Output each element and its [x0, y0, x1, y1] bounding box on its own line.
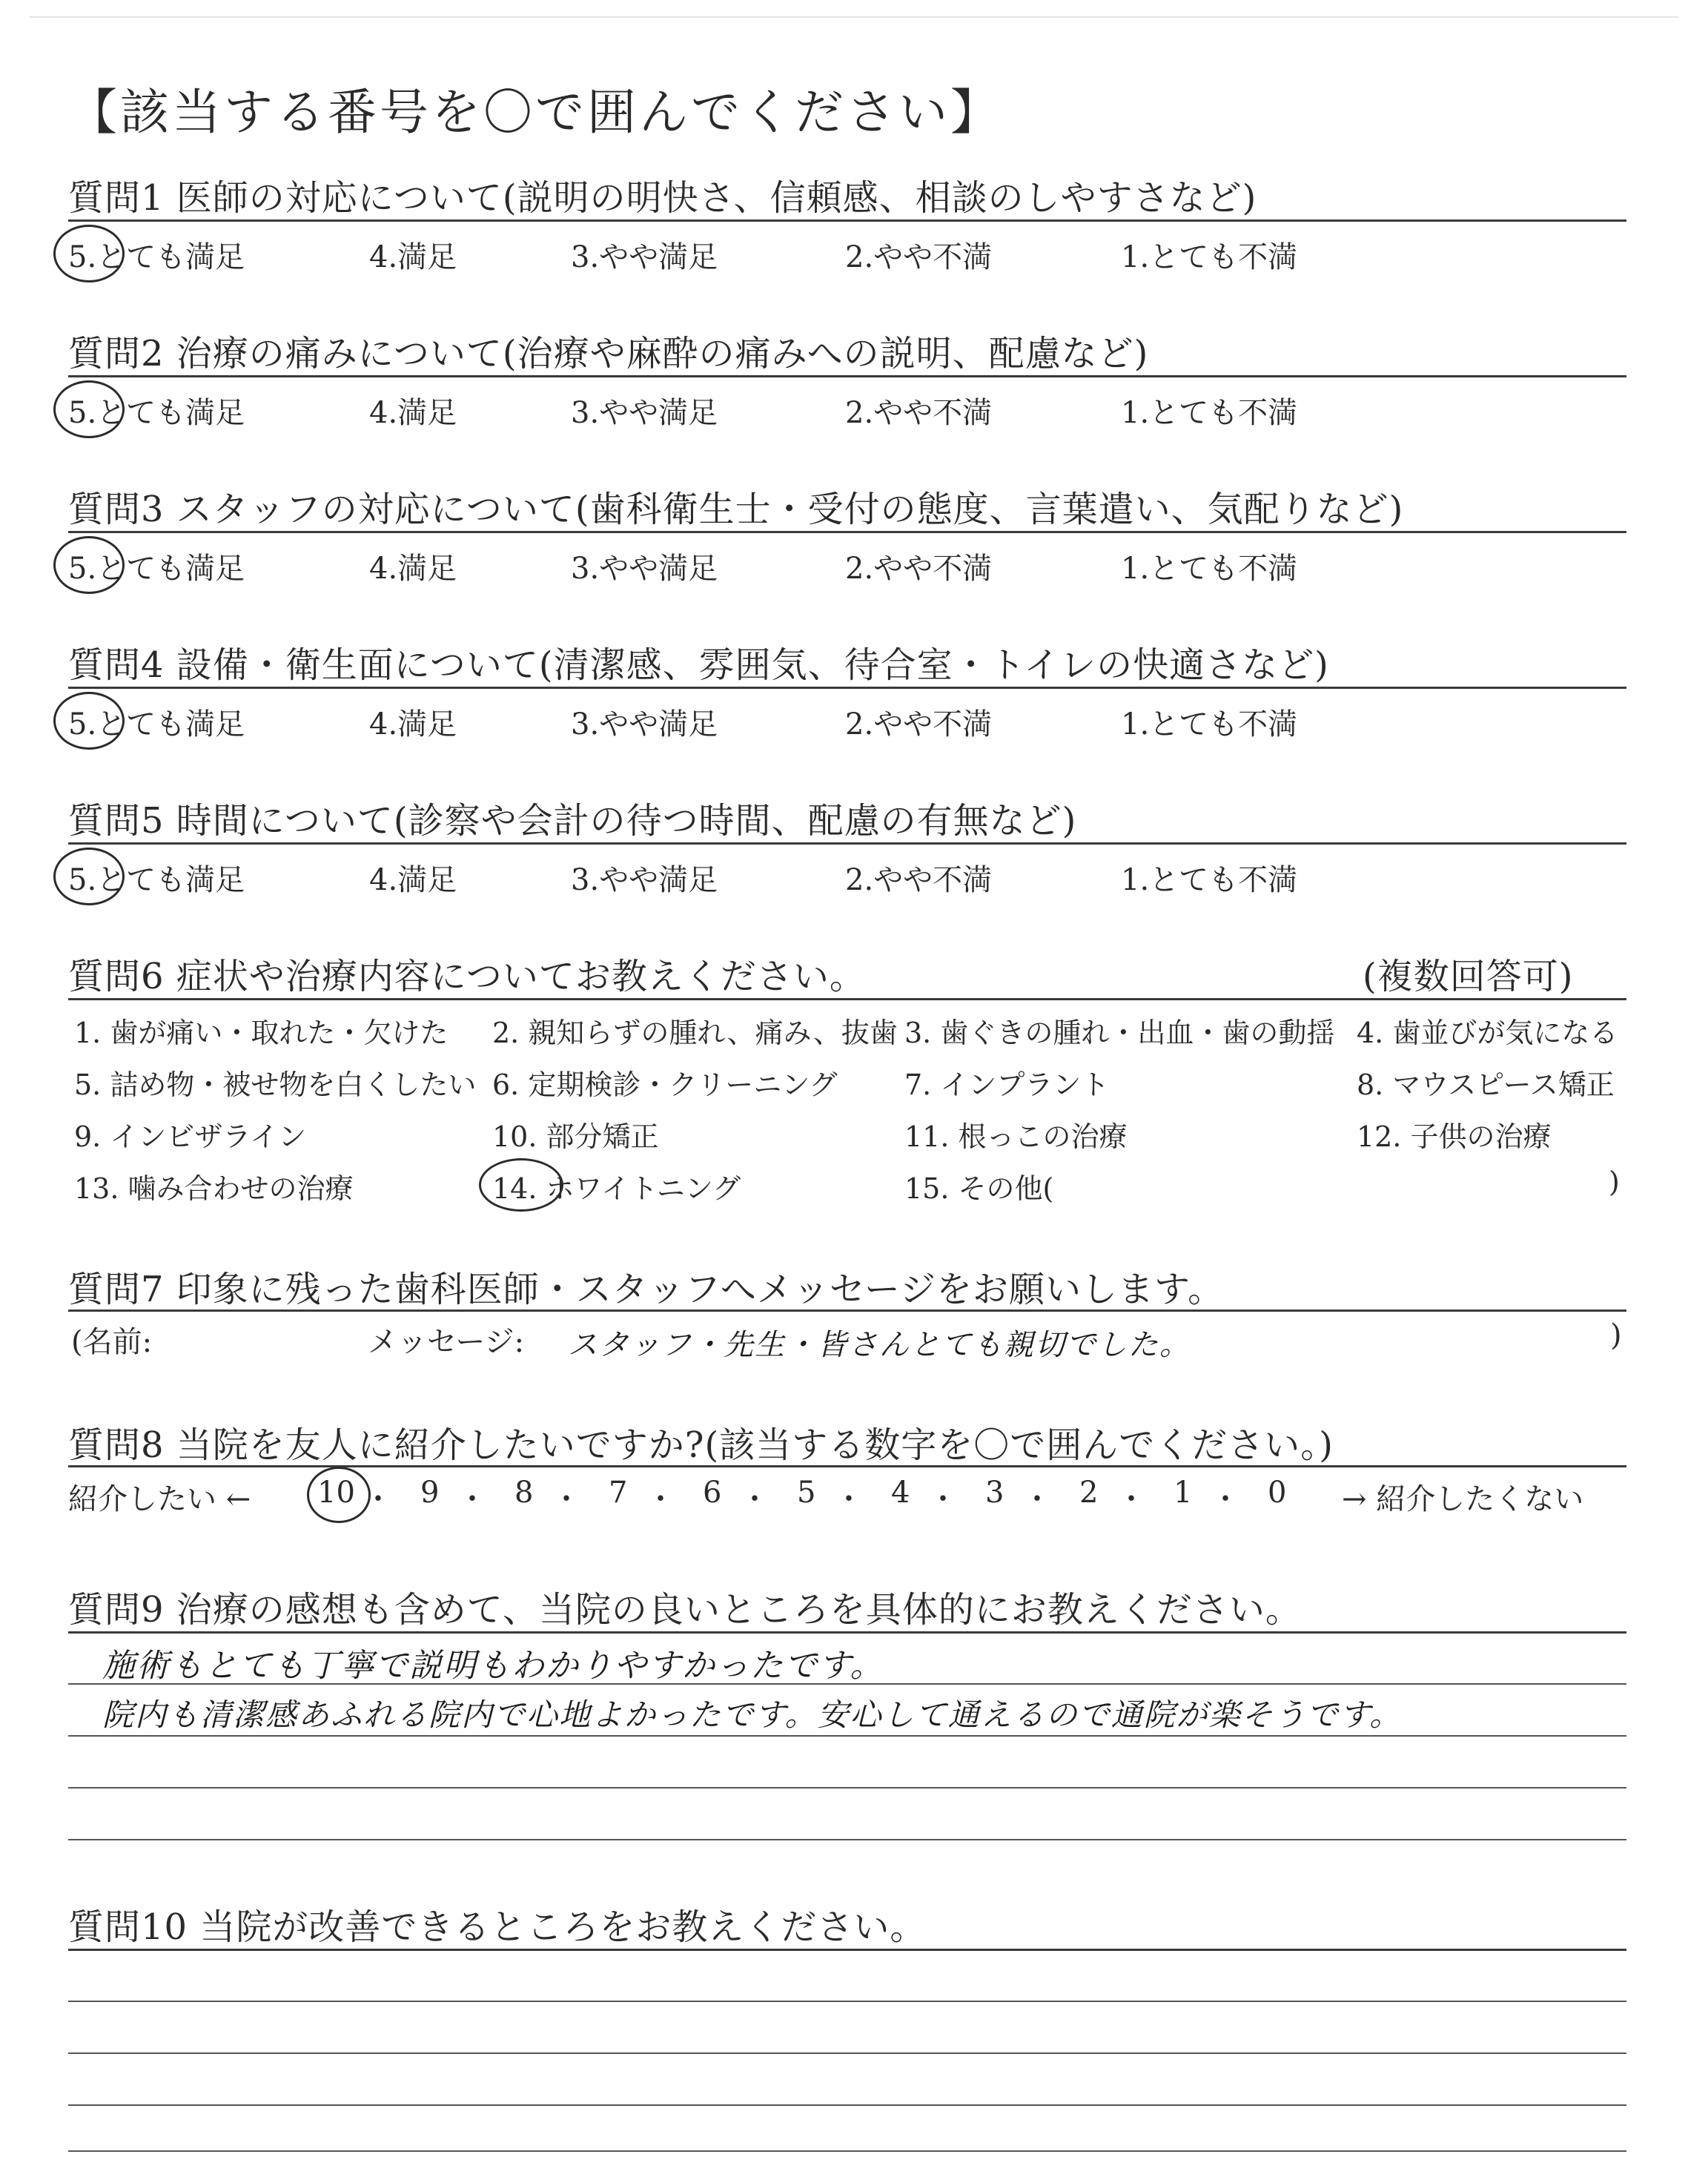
question-10-title: 質問10 当院が改善できるところをお教えください。 — [68, 1906, 927, 1948]
question-5-rule — [68, 842, 1626, 845]
symptom-option[interactable]: 10. 部分矯正 — [492, 1120, 659, 1153]
rating-option[interactable]: 5.とても満足 — [68, 396, 245, 430]
handwritten-answer-line-2: 院内も清潔感あふれる院内で心地よかったです。安心して通えるので通院が楽そうです。 — [102, 1697, 1403, 1733]
rating-option[interactable]: 4.満足 — [369, 707, 457, 742]
question-9-title: 質問9 治療の感想も含めて、当院の良いところを具体的にお教えください。 — [68, 1589, 1302, 1631]
symptom-option[interactable]: 7. インプラント — [904, 1069, 1110, 1101]
question-6-title: 質問6 症状や治療内容についてお教えください。 — [68, 956, 866, 997]
recommend-score[interactable]: 7 — [609, 1476, 628, 1510]
rating-option[interactable]: 5.とても満足 — [68, 240, 245, 274]
selected-symptom-circle — [479, 1158, 563, 1212]
recommend-score[interactable]: 5 — [797, 1476, 816, 1510]
question-5-title: 質問5 時間について(診察や会計の待つ時間、配慮の有無など) — [68, 800, 1077, 842]
answer-line — [68, 2150, 1626, 2152]
recommend-score[interactable]: 6 — [703, 1476, 722, 1510]
recommend-score[interactable]: 1 — [1174, 1476, 1193, 1510]
question-2-title: 質問2 治療の痛みについて(治療や麻酔の痛みへの説明、配慮など) — [68, 333, 1149, 374]
rating-option[interactable]: 1.とても不満 — [1121, 863, 1298, 897]
score-separator: ・ — [1116, 1482, 1146, 1516]
message-label: メッセージ: — [368, 1325, 525, 1359]
recommend-score[interactable]: 4 — [891, 1476, 910, 1510]
question-1-rule — [68, 219, 1626, 222]
rating-option[interactable]: 2.やや不満 — [845, 552, 993, 586]
score-separator: ・ — [1211, 1482, 1240, 1516]
rating-option[interactable]: 1.とても不満 — [1121, 707, 1298, 742]
recommend-score[interactable]: 0 — [1268, 1476, 1287, 1510]
question-8-title: 質問8 当院を友人に紹介したいですか?(該当する数字を〇で囲んでください。) — [68, 1424, 1334, 1466]
question-4-rule — [68, 687, 1626, 689]
question-3-rule — [68, 531, 1626, 533]
rating-option[interactable]: 4.満足 — [369, 552, 457, 586]
symptom-option[interactable]: 14. ホワイトニング — [492, 1172, 741, 1205]
symptom-option[interactable]: 9. インビザライン — [74, 1120, 307, 1153]
symptom-option[interactable]: 15. その他( — [904, 1172, 1054, 1205]
rating-option[interactable]: 5.とても満足 — [68, 552, 245, 586]
answer-line — [68, 1787, 1626, 1789]
name-label: (名前: — [71, 1325, 153, 1359]
answer-line — [68, 1839, 1626, 1840]
rating-option[interactable]: 2.やや不満 — [845, 396, 993, 430]
message-close-paren: ) — [1610, 1318, 1622, 1353]
scan-top-edge — [30, 16, 1678, 18]
symptom-option[interactable]: 3. 歯ぐきの腫れ・出血・歯の動揺 — [904, 1017, 1335, 1049]
rating-option[interactable]: 2.やや不満 — [845, 707, 993, 742]
rating-option[interactable]: 1.とても不満 — [1121, 552, 1298, 586]
selected-rating-circle — [53, 225, 125, 283]
score-separator: ・ — [457, 1482, 487, 1516]
question-6-note: (複数回答可) — [1363, 956, 1574, 997]
recommend-score[interactable]: 9 — [420, 1476, 440, 1510]
score-separator: ・ — [740, 1482, 769, 1516]
rating-option[interactable]: 3.やや満足 — [571, 396, 718, 430]
score-separator: ・ — [928, 1482, 958, 1516]
symptom-option[interactable]: 13. 噛み合わせの治療 — [74, 1172, 354, 1205]
recommend-score[interactable]: 2 — [1079, 1476, 1099, 1510]
rating-option[interactable]: 2.やや不満 — [845, 240, 993, 274]
symptom-option[interactable]: 1. 歯が痛い・取れた・欠けた — [74, 1017, 448, 1049]
selected-rating-circle — [53, 536, 125, 594]
instruction-heading: 【該当する番号を〇で囲んでください】 — [68, 84, 1002, 141]
question-8-rule — [68, 1465, 1626, 1467]
rating-option[interactable]: 5.とても満足 — [68, 863, 245, 897]
selected-rating-circle — [53, 692, 125, 750]
question-7-title: 質問7 印象に残った歯科医師・スタッフへメッセージをお願いします。 — [68, 1269, 1225, 1310]
question-1-title: 質問1 医師の対応について(説明の明快さ、信頼感、相談のしやすさなど) — [68, 177, 1257, 219]
symptom-option[interactable]: 4. 歯並びが気になる — [1357, 1017, 1618, 1049]
answer-line — [68, 1735, 1626, 1737]
rating-option[interactable]: 1.とても不満 — [1121, 396, 1298, 430]
symptom-option[interactable]: 8. マウスピース矯正 — [1357, 1069, 1615, 1101]
question-3-title: 質問3 スタッフの対応について(歯科衛生士・受付の態度、言葉遣い、気配りなど) — [68, 489, 1404, 530]
rating-option[interactable]: 3.やや満足 — [571, 707, 718, 742]
recommend-score[interactable]: 3 — [985, 1476, 1004, 1510]
symptom-option[interactable]: 12. 子供の治療 — [1357, 1120, 1552, 1153]
rating-option[interactable]: 3.やや満足 — [571, 863, 718, 897]
question-10-rule — [68, 1949, 1626, 1951]
question-6-rule — [68, 998, 1626, 1000]
recommend-right-label: → 紹介したくない — [1342, 1482, 1584, 1516]
answer-line — [68, 2001, 1626, 2002]
handwritten-answer-line-1: 施術もとても丁寧で説明もわかりやすかったです。 — [102, 1647, 884, 1685]
rating-option[interactable]: 4.満足 — [369, 396, 457, 430]
recommend-left-label: 紹介したい ← — [68, 1482, 251, 1516]
selected-rating-circle — [53, 848, 125, 905]
score-separator: ・ — [363, 1482, 393, 1516]
symptom-option[interactable]: 2. 親知らずの腫れ、痛み、抜歯 — [492, 1017, 898, 1049]
other-close-paren: ) — [1609, 1166, 1620, 1198]
symptom-option[interactable]: 5. 詰め物・被せ物を白くしたい — [74, 1069, 477, 1101]
answer-line — [68, 1683, 1626, 1685]
recommend-score[interactable]: 8 — [514, 1476, 534, 1510]
question-2-rule — [68, 375, 1626, 377]
rating-option[interactable]: 5.とても満足 — [68, 707, 245, 742]
rating-option[interactable]: 1.とても不満 — [1121, 240, 1298, 274]
score-separator: ・ — [834, 1482, 864, 1516]
rating-option[interactable]: 3.やや満足 — [571, 240, 718, 274]
selected-rating-circle — [53, 380, 125, 438]
rating-option[interactable]: 2.やや不満 — [845, 863, 993, 897]
rating-option[interactable]: 4.満足 — [369, 240, 457, 274]
score-separator: ・ — [1022, 1482, 1052, 1516]
symptom-option[interactable]: 11. 根っこの治療 — [904, 1120, 1128, 1153]
score-separator: ・ — [552, 1482, 581, 1516]
symptom-option[interactable]: 6. 定期検診・クリーニング — [492, 1069, 838, 1101]
score-separator: ・ — [646, 1482, 675, 1516]
answer-line — [68, 2052, 1626, 2054]
question-4-title: 質問4 設備・衛生面について(清潔感、雰囲気、待合室・トイレの快適さなど) — [68, 644, 1329, 686]
question-7-rule — [68, 1309, 1626, 1312]
question-9-rule — [68, 1631, 1626, 1634]
rating-option[interactable]: 4.満足 — [369, 863, 457, 897]
recommend-score[interactable]: 10 — [317, 1476, 355, 1510]
selected-score-circle — [307, 1467, 371, 1523]
handwritten-message: スタッフ・先生・皆さんとても親切でした。 — [568, 1328, 1191, 1362]
answer-line — [68, 2104, 1626, 2106]
rating-option[interactable]: 3.やや満足 — [571, 552, 718, 586]
